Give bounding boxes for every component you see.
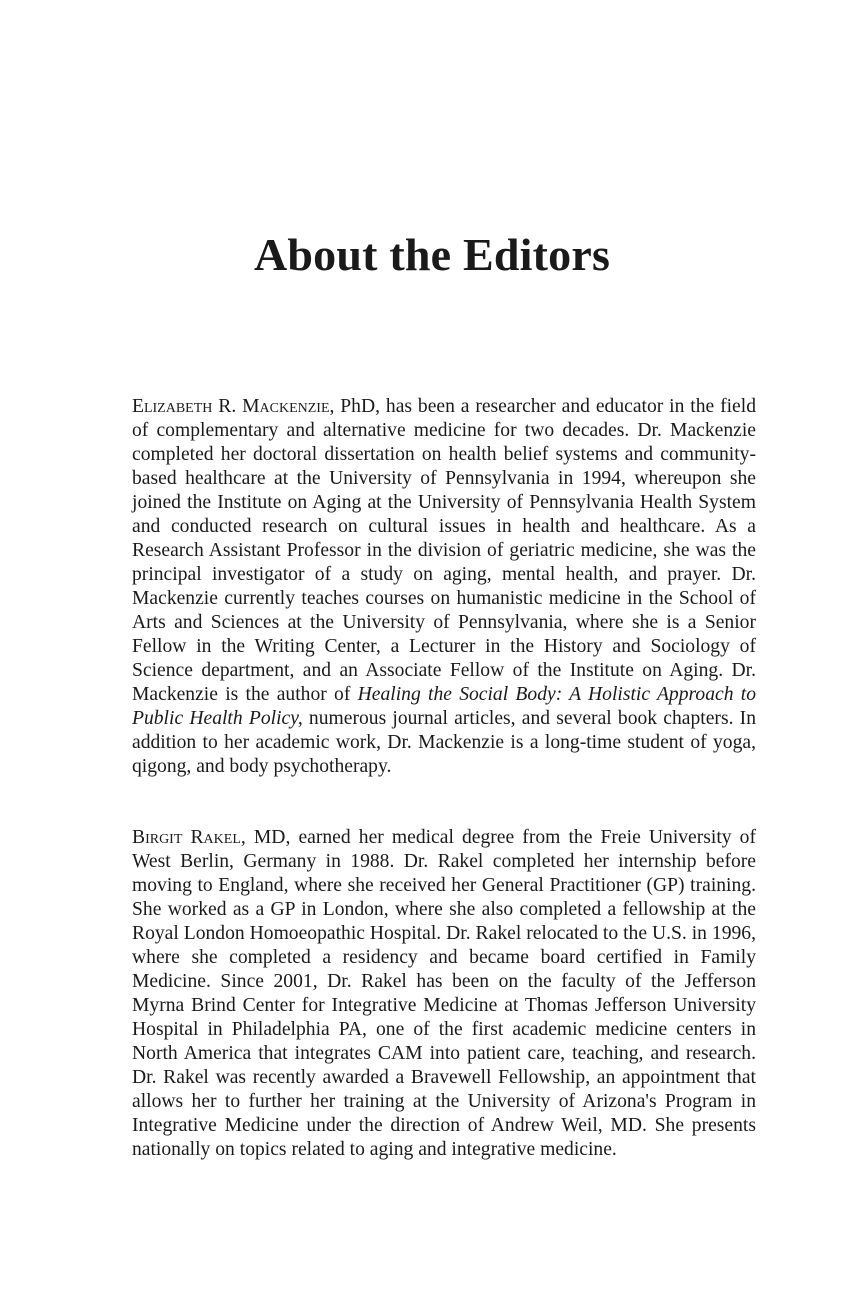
editor-name: Birgit Rakel: [132, 827, 241, 848]
editor-credentials: , MD: [240, 827, 286, 848]
book-title: Healing the Social Body: A Holistic Approach to Public Health Policy,: [132, 684, 756, 729]
editor-credentials: , PhD: [329, 396, 376, 417]
bio-text-continued: numerous journal articles, and several book chapters. In addition to her academic work, Dr. Mackenzie is a long-time student of yoga, qigong, and body psychotherapy.: [132, 708, 756, 777]
bio-text: , earned her medical degree from the Freie University of West Berlin, Germany in 1988. Dr. Rakel completed her internship before moving to England, where she received her General Practitioner (GP) training. She worked as a GP in London, where she also completed a fellowship at the Royal London Homoeopathic Hospital. Dr. Rakel relocated to the U.S. in 1996, where she completed a residency and became board certified in Family Medicine. Since 2001, Dr. Rakel has been on the faculty of the Jefferson Myrna Brind Center for Integrative Medicine at Thomas Jefferson University Hospital in Philadelphia PA, one of the first academic medicine centers in North America that integrates CAM into patient care, teaching, and research. Dr. Rakel was recently awarded a Bravewell Fellowship, an appointment that allows her to further her training at the University of Arizona's Program in Integrative Medicine under the direction of Andrew Weil, MD. She presents nationally on topics related to aging and integrative medicine.: [132, 827, 757, 1160]
bio-text: , has been a researcher and educator in the field of complementary and alternative medicine for two decades. Dr. Mackenzie completed her doctoral dissertation on health belief systems and community-based healthcare at the University of Pennsylvania in 1994, whereupon she joined the Institute on Aging at the University of Pennsylvania Health System and conducted research on cultural issues in health and healthcare. As a Research Assistant Professor in the division of geriatric medicine, she was the principal investigator of a study on aging, mental health, and prayer. Dr. Mackenzie currently teaches courses on humanistic medicine in the School of Arts and Sciences at the University of Pennsylvania, where she is a Senior Fellow in the Writing Center, a Lecturer in the History and Sociology of Science department, and an Associate Fellow of the Institute on Aging. Dr. Mackenzie is the author of: [132, 396, 756, 705]
editor-bio-mackenzie: [132, 395, 756, 779]
page-title: About the Editors: [253, 229, 611, 280]
editor-name: Elizabeth R. Mackenzie: [132, 396, 330, 417]
editor-bio-rakel: [132, 826, 756, 1162]
